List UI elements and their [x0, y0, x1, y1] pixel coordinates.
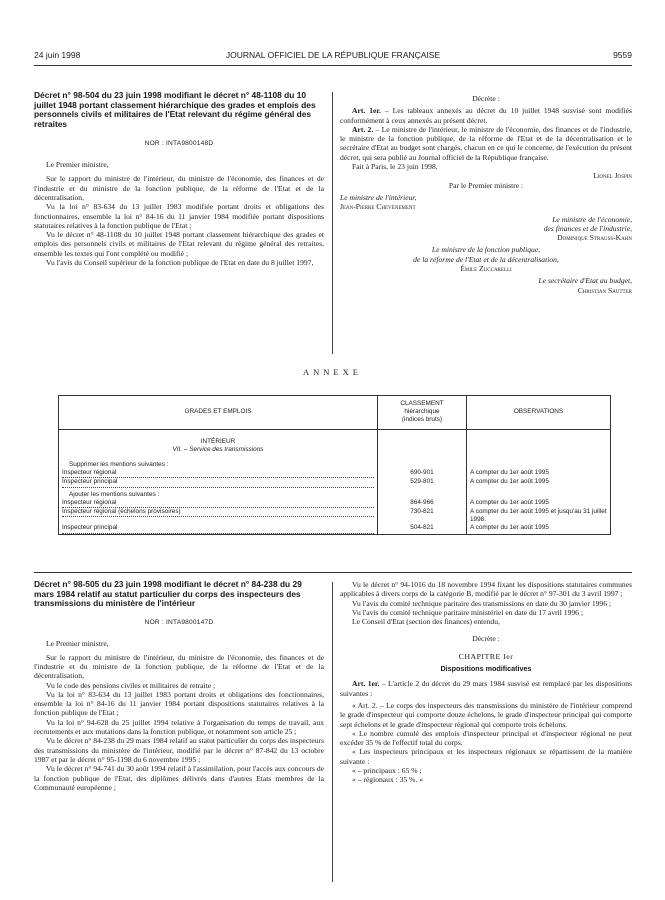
article-text: – Les tableaux annexés au décret du 10 juillet 1948 susvisé sont modifiés conformément à ceux annexés au présent décret. — [340, 106, 632, 125]
header-journal-title: JOURNAL OFFICIEL DE LA RÉPUBLIQUE FRANÇAISE — [225, 50, 441, 60]
col-header-classement — [378, 396, 467, 430]
article-text: – Le ministre de l'intérieur, le ministre de l'économie, des finances et de l'industrie, le ministre de la fonction publique, de la réforme de l'Etat et de la décentralisation et le secrétaire d'Etat au budget sont chargés, chacun en ce qui le concerne, de l'exécution du présent décret, qui sera publié au Journal officiel de la République française. — [340, 124, 632, 162]
decree2-chapter-title: Dispositions modificatives — [440, 664, 532, 674]
table-row — [59, 499, 611, 508]
observation-cell: A compter du 1er août 1995 et jusqu'au 31 juillet 1998. — [467, 508, 611, 524]
paragraph: Vu le décret n° 94-1016 du 18 novembre 1994 fixant les dispositions statutaires communes applicables à divers corps de la catégorie B, modifié par le décret n° 97-301 du 3 avril 1997 ; — [340, 580, 632, 599]
decree2-left-column — [34, 580, 324, 792]
observation-cell: A compter du 1er août 1995 — [467, 524, 611, 534]
decree2-quoted-text — [340, 701, 632, 785]
signature-line: Christian Sautter — [577, 285, 632, 295]
decree1-considerant: Vu le décret n° 48-1108 du 10 juillet 1948 portant classement hiérarchique des grades et emplois des personnels civils et militaires de l'Etat relevant du régime général des retraites, ensemble les textes qui l'ont complété ou modifié ; — [34, 230, 324, 258]
signature-line: Émile Zuccarelli — [460, 264, 512, 274]
paragraph: « Les inspecteurs principaux et les inspecteurs régionaux se répartissent de la manière suivante : — [340, 747, 632, 766]
service-label: VII. – Service des transmissions — [59, 446, 378, 458]
paragraph: « – principaux : 65 % ; — [352, 766, 422, 776]
decree2-article-1 — [340, 679, 632, 698]
grade-cell: Inspecteur régional (échelons provisoires) — [62, 508, 374, 517]
decree1-decrete: Décrète : — [472, 94, 500, 103]
signature-line: Le ministre de l'économie, — [552, 214, 632, 224]
signature-line: de la réforme de l'Etat et de la décentralisation, — [413, 254, 559, 264]
annexe-table-body — [59, 429, 611, 534]
grade-cell: Inspecteur régional — [62, 469, 374, 478]
ministry-label: INTÉRIEUR — [59, 429, 378, 446]
decree2-opening: Le Premier ministre, — [46, 639, 109, 649]
table-row — [59, 469, 611, 478]
grade-cell: Inspecteur principal — [62, 478, 374, 487]
column-divider — [332, 582, 333, 882]
signature-line: Par le Premier ministre : — [448, 180, 524, 190]
column-divider — [332, 92, 333, 354]
col-header-grades: GRADES ET EMPLOIS — [59, 396, 378, 430]
observation-cell: A compter du 1er août 1995 — [467, 478, 611, 487]
paragraph: « – régionaux : 35 %. » — [352, 775, 424, 785]
decree1-opening: Le Premier ministre, — [46, 160, 109, 170]
table-row — [59, 478, 611, 487]
decree2-chapter: CHAPITRE Ier — [458, 651, 514, 661]
paragraph: Sur le rapport du ministre de l'intérieur, du ministre de l'économie, des finances et de l'industrie et du ministre de la fonction publique, de la réforme de l'Etat et de la décentralisation, — [34, 652, 324, 681]
decree1-done-at: Fait à Paris, le 23 juin 1998. — [352, 162, 438, 172]
classement-cell: 864-966 — [378, 499, 467, 508]
signature-line: Lionel Jospin — [593, 171, 632, 181]
header-date: 24 juin 1998 — [34, 50, 81, 60]
section-rule — [34, 572, 632, 573]
section-label-row — [59, 488, 611, 499]
decree1-considerant: Sur le rapport du ministre de l'intérieur, du ministre de l'économie, des finances et de l'industrie et du ministre de la fonction publique, de la réforme de l'Etat et de la décentralisation, — [34, 174, 324, 202]
decree1-considerant: Vu l'avis du Conseil supérieur de la fonction publique de l'Etat en date du 8 juillet 1997, — [46, 258, 314, 268]
header-page-number: 9559 — [613, 50, 632, 60]
grade-cell: Inspecteur régional — [62, 499, 374, 508]
section-label: Supprimer les mentions suivantes : — [59, 458, 378, 469]
classement-cell: 529-801 — [378, 478, 467, 487]
classement-cell: 730-821 — [378, 508, 467, 524]
decree1-right-column — [340, 91, 632, 295]
paragraph: Le Conseil d'Etat (section des finances) entendu, — [352, 617, 500, 627]
decree1-left-column — [34, 91, 324, 267]
observation-cell: A compter du 1er août 1995 — [467, 469, 611, 478]
paragraph: Vu le décret n° 94-741 du 30 août 1994 relatif à l'assimilation, pour l'accès aux concours de la fonction publique de l'Etat, des diplômes délivrés dans d'autres Etats membres de la Communauté européenne ; — [34, 764, 324, 792]
section-label: Ajouter les mentions suivantes : — [59, 488, 378, 499]
decree2-considerants-left — [34, 653, 324, 792]
signature-line: Le secrétaire d'Etat au budget, — [538, 276, 632, 286]
signature-line: des finances et de l'industrie, — [543, 223, 632, 233]
signature-line: Jean-Pierre Chevènement — [340, 202, 416, 212]
signature-line: Le ministre de l'intérieur, — [340, 192, 417, 202]
article-label: Art. 1er. — [352, 679, 380, 689]
classement-sub2: (indices bruts) — [401, 416, 443, 424]
article-label: Art. 2. — [352, 124, 374, 134]
decree2-decrete: Décrète : — [472, 634, 500, 644]
decree1-considerant: Vu la loi n° 83-634 du 13 juillet 1983 modifiée portant droits et obligations des fonctionnaires, ensemble la loi n° 84-16 du 11 janvier 1984 modifiée portant dispositions statutaires relatives à la fonction publique de l'Etat ; — [34, 202, 324, 230]
decree1-title: Décret n° 98-504 du 23 juin 1998 modifiant le décret n° 48-1108 du 10 juillet 1948 portant classement hiérarchique des grades et emplois des personnels civils et militaires de l'Etat relevant du régime général des retraites — [34, 90, 316, 130]
paragraph: « Art. 2. – Le corps des inspecteurs des transmissions du ministère de l'intérieur comprend le grade d'inspecteur qui comporte douze échelons, le grade d'inspecteur principal qui comporte sept échelons et le grade d'inspecteur régional qui comporte trois échelons. — [340, 700, 632, 729]
paragraph: Vu le décret n° 84-238 du 29 mars 1984 relatif au statut particulier du corps des inspecteurs des transmissions du ministère de l'intérieur, modifié par le décret n° 87-842 du 13 octobre 1987 et par le décret n° 95-1198 du 6 novembre 1995 ; — [34, 736, 324, 764]
classement-cell: 504-821 — [378, 524, 467, 534]
classement-label: CLASSEMENT — [400, 400, 444, 407]
decree2-right-column — [340, 580, 632, 785]
paragraph: « Le nombre cumulé des emplois d'inspecteur principal et d'inspecteur régional ne peut excéder 35 % de l'effectif total du corps. — [340, 728, 632, 748]
annexe-table — [58, 395, 611, 535]
paragraph: Vu le code des pensions civiles et militaires de retraite ; — [46, 680, 216, 690]
decree2-title: Décret n° 98-505 du 23 juin 1998 modifiant le décret n° 84-238 du 29 mars 1984 relatif au statut particulier du corps des inspecteurs des transmissions du ministère de l'intérieur — [34, 579, 302, 609]
annexe-heading: ANNEXE — [303, 367, 362, 377]
classement-cell: 690-901 — [378, 469, 467, 478]
signature-line: Le ministre de la fonction publique, — [431, 245, 541, 255]
paragraph: Vu la loi n° 83-634 du 13 juillet 1983 portant droits et obligations des fonctionnaires, ensemble la loi n° 84-16 du 11 janvier 1984 portant dispositions statutaires relatives à la fonction publique de l'Etat ; — [34, 689, 324, 718]
article-label: Art. 1er. — [352, 106, 381, 116]
classement-sub1: hiérarchique — [404, 408, 440, 416]
signature-line: Dominique Strauss-Kahn — [557, 233, 632, 243]
annexe-table-header — [59, 396, 611, 430]
decree1-signatures — [340, 171, 632, 295]
observation-cell: A compter du 1er août 1995 — [467, 499, 611, 508]
decree2-nor: NOR : INTA9800147D — [144, 619, 214, 627]
paragraph: Vu la loi n° 94-628 du 25 juillet 1994 relative à l'organisation du temps de travail, aux recrutements et aux mutations dans la fonction publique, et notamment son article 25 ; — [34, 717, 324, 737]
header-rule — [34, 65, 632, 66]
grade-cell: Inspecteur principal — [62, 524, 374, 533]
table-row — [59, 508, 611, 524]
col-header-observations: OBSERVATIONS — [467, 396, 611, 430]
decree1-article-1 — [340, 106, 632, 125]
decree2-considerants-right — [340, 580, 632, 626]
table-row — [59, 524, 611, 534]
paragraph: Vu l'avis du comité technique paritaire des transmissions en date du 30 janvier 1996 ; — [352, 598, 612, 608]
paragraph: Vu l'avis du comité technique paritaire ministériel en date du 17 avril 1996 ; — [352, 607, 583, 617]
decree1-article-2 — [340, 125, 632, 162]
article-text: – L'article 2 du décret du 29 mars 1984 susvisé est remplacé par les dispositions suivantes : — [340, 679, 632, 698]
decree1-nor: NOR : INTA9800148D — [144, 139, 214, 147]
section-label-row — [59, 458, 611, 469]
page-header — [34, 50, 632, 64]
